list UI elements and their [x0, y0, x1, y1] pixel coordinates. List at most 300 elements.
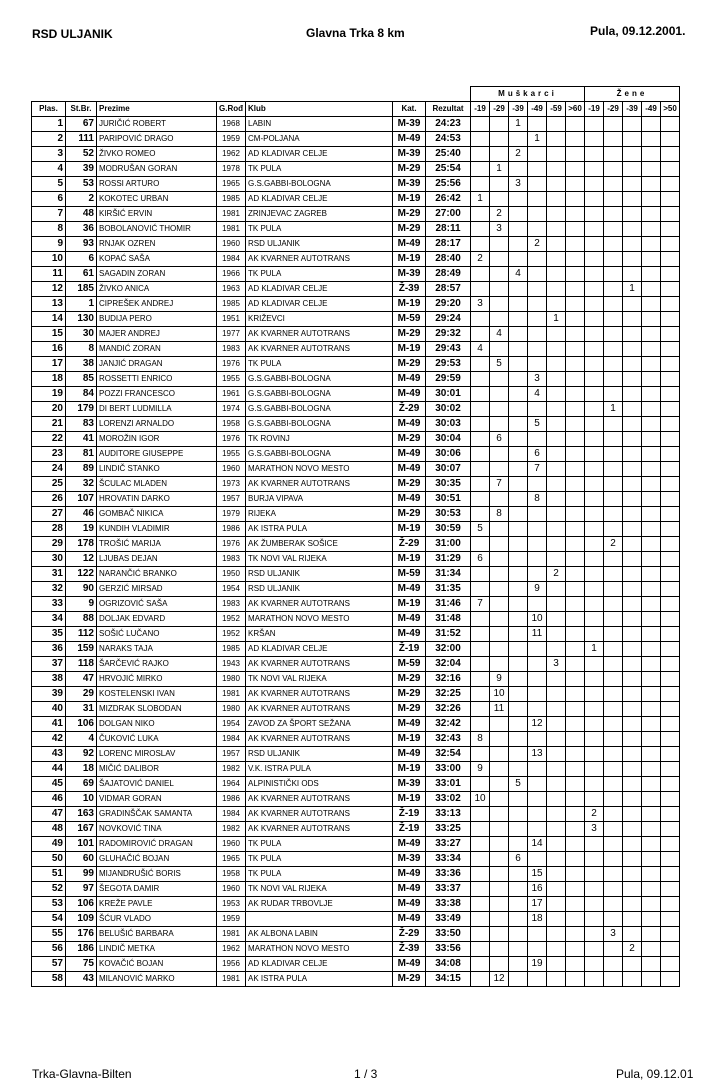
category-empty-cell: [585, 537, 604, 552]
club-cell: AD KLADIVAR CELJE: [246, 642, 393, 657]
category-empty-cell: [566, 492, 585, 507]
category-empty-cell: [566, 702, 585, 717]
year-cell: 1954: [217, 717, 246, 732]
year-cell: 1976: [217, 357, 246, 372]
category-empty-cell: [623, 612, 642, 627]
category-empty-cell: [471, 147, 490, 162]
table-row: [32, 147, 680, 162]
category-empty-cell: [642, 447, 661, 462]
club-cell: TK PULA: [246, 867, 393, 882]
year-cell: 1952: [217, 627, 246, 642]
place-cell: 53: [32, 897, 66, 912]
category-empty-cell: [566, 237, 585, 252]
category-empty-cell: [604, 462, 623, 477]
category-empty-cell: [661, 942, 680, 957]
category-empty-cell: [528, 312, 547, 327]
table-row: [32, 732, 680, 747]
category-empty-cell: [547, 972, 566, 987]
category-empty-cell: [490, 147, 509, 162]
result-cell: 32:25: [426, 687, 471, 702]
category-empty-cell: [547, 882, 566, 897]
club-cell: AK KVARNER AUTOTRANS: [246, 732, 393, 747]
table-row: [32, 357, 680, 372]
category-empty-cell: [642, 582, 661, 597]
club-cell: KRIŽEVCI: [246, 312, 393, 327]
place-cell: 52: [32, 882, 66, 897]
name-cell: OGRIZOVIĆ SAŠA: [97, 597, 217, 612]
category-empty-cell: [604, 372, 623, 387]
result-cell: 33:02: [426, 792, 471, 807]
category-empty-cell: [509, 207, 528, 222]
category-empty-cell: [661, 447, 680, 462]
name-cell: CIPREŠEK ANDREJ: [97, 297, 217, 312]
category-empty-cell: [623, 597, 642, 612]
category-place-cell: 2: [547, 567, 566, 582]
category-place-cell: 2: [585, 807, 604, 822]
category-empty-cell: [623, 192, 642, 207]
category-empty-cell: [566, 132, 585, 147]
category-empty-cell: [547, 522, 566, 537]
category-empty-cell: [547, 717, 566, 732]
category-empty-cell: [661, 492, 680, 507]
category-empty-cell: [490, 927, 509, 942]
category-empty-cell: [642, 837, 661, 852]
category-empty-cell: [528, 282, 547, 297]
category-empty-cell: [661, 717, 680, 732]
category-empty-cell: [604, 777, 623, 792]
category-empty-cell: [585, 957, 604, 972]
bib-cell: 2: [66, 192, 97, 207]
table-row: [32, 567, 680, 582]
result-cell: 30:02: [426, 402, 471, 417]
category-cell: M-29: [393, 357, 426, 372]
category-empty-cell: [566, 117, 585, 132]
category-empty-cell: [604, 612, 623, 627]
name-cell: NARANČIĆ BRANKO: [97, 567, 217, 582]
result-cell: 28:11: [426, 222, 471, 237]
category-empty-cell: [490, 612, 509, 627]
category-empty-cell: [623, 312, 642, 327]
category-empty-cell: [623, 807, 642, 822]
category-empty-cell: [623, 912, 642, 927]
category-empty-cell: [566, 162, 585, 177]
col-name-header: Prezime: [97, 102, 217, 117]
category-empty-cell: [623, 372, 642, 387]
category-empty-cell: [604, 672, 623, 687]
category-empty-cell: [661, 177, 680, 192]
category-empty-cell: [623, 747, 642, 762]
bib-cell: 19: [66, 522, 97, 537]
category-empty-cell: [547, 957, 566, 972]
category-empty-cell: [661, 927, 680, 942]
category-cell: M-39: [393, 117, 426, 132]
category-empty-cell: [528, 507, 547, 522]
name-cell: KOPAĆ SAŠA: [97, 252, 217, 267]
category-empty-cell: [623, 882, 642, 897]
category-empty-cell: [642, 147, 661, 162]
category-empty-cell: [566, 297, 585, 312]
bib-cell: 18: [66, 762, 97, 777]
category-empty-cell: [509, 552, 528, 567]
club-cell: LABIN: [246, 117, 393, 132]
name-cell: ŠEGOTA DAMIR: [97, 882, 217, 897]
category-empty-cell: [490, 297, 509, 312]
category-cell: M-19: [393, 552, 426, 567]
category-empty-cell: [566, 837, 585, 852]
category-place-cell: 12: [528, 717, 547, 732]
bib-cell: 106: [66, 717, 97, 732]
category-empty-cell: [623, 492, 642, 507]
category-empty-cell: [547, 252, 566, 267]
place-date: Pula, 09.12.2001.: [590, 24, 686, 38]
category-empty-cell: [604, 237, 623, 252]
women-category-header: -49: [642, 102, 661, 117]
category-place-cell: 6: [471, 552, 490, 567]
category-place-cell: 6: [528, 447, 547, 462]
year-cell: 1963: [217, 282, 246, 297]
category-empty-cell: [604, 972, 623, 987]
category-empty-cell: [509, 882, 528, 897]
results-body: [32, 117, 680, 987]
category-empty-cell: [661, 732, 680, 747]
category-empty-cell: [604, 207, 623, 222]
bib-cell: 90: [66, 582, 97, 597]
category-empty-cell: [642, 807, 661, 822]
name-cell: SOŠIĆ LUČANO: [97, 627, 217, 642]
place-cell: 15: [32, 327, 66, 342]
category-place-cell: 4: [490, 327, 509, 342]
table-row: [32, 687, 680, 702]
category-empty-cell: [604, 582, 623, 597]
category-empty-cell: [490, 267, 509, 282]
year-cell: 1985: [217, 642, 246, 657]
category-cell: Ž-19: [393, 822, 426, 837]
table-row: [32, 492, 680, 507]
year-cell: 1951: [217, 312, 246, 327]
category-empty-cell: [490, 897, 509, 912]
club-cell: RIJEKA: [246, 507, 393, 522]
year-cell: 1958: [217, 417, 246, 432]
category-empty-cell: [642, 972, 661, 987]
women-category-header: >50: [661, 102, 680, 117]
category-empty-cell: [566, 192, 585, 207]
category-empty-cell: [471, 207, 490, 222]
category-empty-cell: [661, 462, 680, 477]
category-empty-cell: [471, 162, 490, 177]
place-cell: 54: [32, 912, 66, 927]
bib-cell: 167: [66, 822, 97, 837]
category-empty-cell: [623, 462, 642, 477]
category-empty-cell: [528, 672, 547, 687]
category-empty-cell: [509, 387, 528, 402]
result-cell: 25:54: [426, 162, 471, 177]
category-empty-cell: [490, 957, 509, 972]
category-empty-cell: [471, 432, 490, 447]
category-empty-cell: [604, 297, 623, 312]
category-empty-cell: [547, 867, 566, 882]
category-empty-cell: [623, 342, 642, 357]
category-empty-cell: [623, 267, 642, 282]
category-empty-cell: [585, 447, 604, 462]
category-empty-cell: [547, 492, 566, 507]
club-cell: AK KVARNER AUTOTRANS: [246, 477, 393, 492]
category-cell: Ž-19: [393, 642, 426, 657]
bib-cell: 6: [66, 252, 97, 267]
category-empty-cell: [623, 177, 642, 192]
category-empty-cell: [585, 552, 604, 567]
year-cell: 1960: [217, 237, 246, 252]
category-empty-cell: [471, 942, 490, 957]
category-empty-cell: [547, 912, 566, 927]
category-empty-cell: [623, 477, 642, 492]
category-empty-cell: [471, 267, 490, 282]
category-place-cell: 4: [528, 387, 547, 402]
category-place-cell: 3: [585, 822, 604, 837]
category-empty-cell: [623, 567, 642, 582]
category-empty-cell: [623, 147, 642, 162]
name-cell: KOVAČIĆ BOJAN: [97, 957, 217, 972]
club-cell: AK ALBONA LABIN: [246, 927, 393, 942]
name-cell: MANDIĆ ZORAN: [97, 342, 217, 357]
category-empty-cell: [547, 282, 566, 297]
name-cell: RNJAK OZREN: [97, 237, 217, 252]
category-empty-cell: [604, 147, 623, 162]
category-cell: M-29: [393, 972, 426, 987]
year-cell: 1960: [217, 882, 246, 897]
table-row: [32, 657, 680, 672]
category-empty-cell: [585, 192, 604, 207]
category-empty-cell: [585, 867, 604, 882]
year-cell: 1955: [217, 372, 246, 387]
category-place-cell: 8: [528, 492, 547, 507]
category-empty-cell: [623, 927, 642, 942]
category-empty-cell: [490, 867, 509, 882]
table-row: [32, 597, 680, 612]
category-cell: M-19: [393, 522, 426, 537]
category-cell: M-19: [393, 342, 426, 357]
table-row: [32, 267, 680, 282]
table-row: [32, 417, 680, 432]
category-empty-cell: [566, 522, 585, 537]
category-empty-cell: [661, 627, 680, 642]
category-empty-cell: [623, 732, 642, 747]
category-empty-cell: [490, 552, 509, 567]
result-cell: 33:00: [426, 762, 471, 777]
table-row: [32, 942, 680, 957]
category-empty-cell: [585, 702, 604, 717]
category-empty-cell: [566, 417, 585, 432]
club-cell: AK KVARNER AUTOTRANS: [246, 822, 393, 837]
category-cell: M-19: [393, 732, 426, 747]
category-cell: M-49: [393, 612, 426, 627]
category-empty-cell: [642, 312, 661, 327]
category-empty-cell: [661, 192, 680, 207]
category-empty-cell: [566, 582, 585, 597]
bib-cell: 52: [66, 147, 97, 162]
club-cell: TK PULA: [246, 357, 393, 372]
bib-cell: 47: [66, 672, 97, 687]
category-empty-cell: [509, 357, 528, 372]
name-cell: JANJIĆ DRAGAN: [97, 357, 217, 372]
table-row: [32, 612, 680, 627]
table-row: [32, 792, 680, 807]
category-empty-cell: [642, 522, 661, 537]
bib-cell: 41: [66, 432, 97, 447]
category-empty-cell: [528, 762, 547, 777]
category-empty-cell: [566, 867, 585, 882]
result-cell: 33:49: [426, 912, 471, 927]
category-empty-cell: [547, 672, 566, 687]
category-empty-cell: [566, 207, 585, 222]
bib-cell: 38: [66, 357, 97, 372]
club-cell: TK ROVINJ: [246, 432, 393, 447]
name-cell: LJUBAS DEJAN: [97, 552, 217, 567]
category-empty-cell: [623, 357, 642, 372]
category-place-cell: 2: [509, 147, 528, 162]
category-place-cell: 3: [509, 177, 528, 192]
category-empty-cell: [661, 687, 680, 702]
category-empty-cell: [471, 867, 490, 882]
result-cell: 33:38: [426, 897, 471, 912]
category-empty-cell: [471, 177, 490, 192]
club-cell: AK KVARNER AUTOTRANS: [246, 597, 393, 612]
category-place-cell: 7: [528, 462, 547, 477]
category-empty-cell: [509, 432, 528, 447]
table-row: [32, 627, 680, 642]
club-cell: V.K. ISTRA PULA: [246, 762, 393, 777]
category-empty-cell: [604, 762, 623, 777]
name-cell: AUDITORE GIUSEPPE: [97, 447, 217, 462]
category-empty-cell: [642, 747, 661, 762]
category-empty-cell: [585, 777, 604, 792]
category-empty-cell: [623, 402, 642, 417]
category-empty-cell: [642, 567, 661, 582]
result-cell: 29:59: [426, 372, 471, 387]
category-empty-cell: [642, 357, 661, 372]
category-empty-cell: [509, 447, 528, 462]
year-cell: 1980: [217, 672, 246, 687]
category-empty-cell: [661, 837, 680, 852]
category-empty-cell: [623, 432, 642, 447]
category-empty-cell: [509, 972, 528, 987]
year-cell: 1954: [217, 582, 246, 597]
category-empty-cell: [566, 717, 585, 732]
category-empty-cell: [623, 957, 642, 972]
result-cell: 25:56: [426, 177, 471, 192]
club-cell: AD KLADIVAR CELJE: [246, 957, 393, 972]
bib-cell: 179: [66, 402, 97, 417]
place-cell: 57: [32, 957, 66, 972]
bib-cell: 53: [66, 177, 97, 192]
club-cell: ALPINISTIČKI ODS: [246, 777, 393, 792]
year-cell: 1985: [217, 297, 246, 312]
club-cell: TK PULA: [246, 267, 393, 282]
category-empty-cell: [642, 252, 661, 267]
category-empty-cell: [509, 312, 528, 327]
category-place-cell: 10: [471, 792, 490, 807]
category-cell: M-49: [393, 447, 426, 462]
category-empty-cell: [509, 327, 528, 342]
table-row: [32, 897, 680, 912]
year-cell: 1968: [217, 117, 246, 132]
name-cell: ROSSI ARTURO: [97, 177, 217, 192]
category-empty-cell: [642, 192, 661, 207]
category-empty-cell: [604, 882, 623, 897]
category-empty-cell: [490, 492, 509, 507]
category-empty-cell: [604, 792, 623, 807]
year-cell: 1985: [217, 192, 246, 207]
category-empty-cell: [509, 477, 528, 492]
place-cell: 35: [32, 627, 66, 642]
category-empty-cell: [566, 477, 585, 492]
category-place-cell: 2: [623, 942, 642, 957]
category-cell: M-39: [393, 147, 426, 162]
category-empty-cell: [471, 717, 490, 732]
category-empty-cell: [623, 237, 642, 252]
category-empty-cell: [642, 327, 661, 342]
category-empty-cell: [509, 567, 528, 582]
category-empty-cell: [642, 642, 661, 657]
year-cell: 1984: [217, 732, 246, 747]
table-row: [32, 237, 680, 252]
place-cell: 49: [32, 837, 66, 852]
category-empty-cell: [509, 897, 528, 912]
year-cell: 1943: [217, 657, 246, 672]
result-cell: 30:01: [426, 387, 471, 402]
category-empty-cell: [509, 402, 528, 417]
bib-cell: 159: [66, 642, 97, 657]
category-place-cell: 1: [490, 162, 509, 177]
name-cell: MODRUŠAN GORAN: [97, 162, 217, 177]
table-row: [32, 402, 680, 417]
club-cell: AK KVARNER AUTOTRANS: [246, 702, 393, 717]
result-cell: 31:35: [426, 582, 471, 597]
result-cell: 33:01: [426, 777, 471, 792]
category-empty-cell: [566, 972, 585, 987]
place-cell: 25: [32, 477, 66, 492]
category-empty-cell: [585, 237, 604, 252]
category-empty-cell: [604, 192, 623, 207]
category-empty-cell: [490, 597, 509, 612]
category-empty-cell: [490, 837, 509, 852]
category-empty-cell: [604, 867, 623, 882]
category-empty-cell: [642, 657, 661, 672]
category-empty-cell: [471, 537, 490, 552]
result-cell: 31:52: [426, 627, 471, 642]
category-empty-cell: [661, 747, 680, 762]
category-empty-cell: [604, 252, 623, 267]
bib-cell: 118: [66, 657, 97, 672]
place-cell: 30: [32, 552, 66, 567]
category-cell: M-19: [393, 762, 426, 777]
name-cell: RADOMIROVIĆ DRAGAN: [97, 837, 217, 852]
category-empty-cell: [490, 807, 509, 822]
result-cell: 27:00: [426, 207, 471, 222]
category-empty-cell: [509, 342, 528, 357]
category-empty-cell: [566, 897, 585, 912]
category-empty-cell: [661, 387, 680, 402]
bib-cell: 81: [66, 447, 97, 462]
result-cell: 30:51: [426, 492, 471, 507]
table-row: [32, 582, 680, 597]
category-empty-cell: [528, 207, 547, 222]
category-empty-cell: [471, 612, 490, 627]
category-cell: M-59: [393, 567, 426, 582]
table-row: [32, 672, 680, 687]
result-cell: 29:24: [426, 312, 471, 327]
club-cell: KRŠAN: [246, 627, 393, 642]
table-row: [32, 642, 680, 657]
